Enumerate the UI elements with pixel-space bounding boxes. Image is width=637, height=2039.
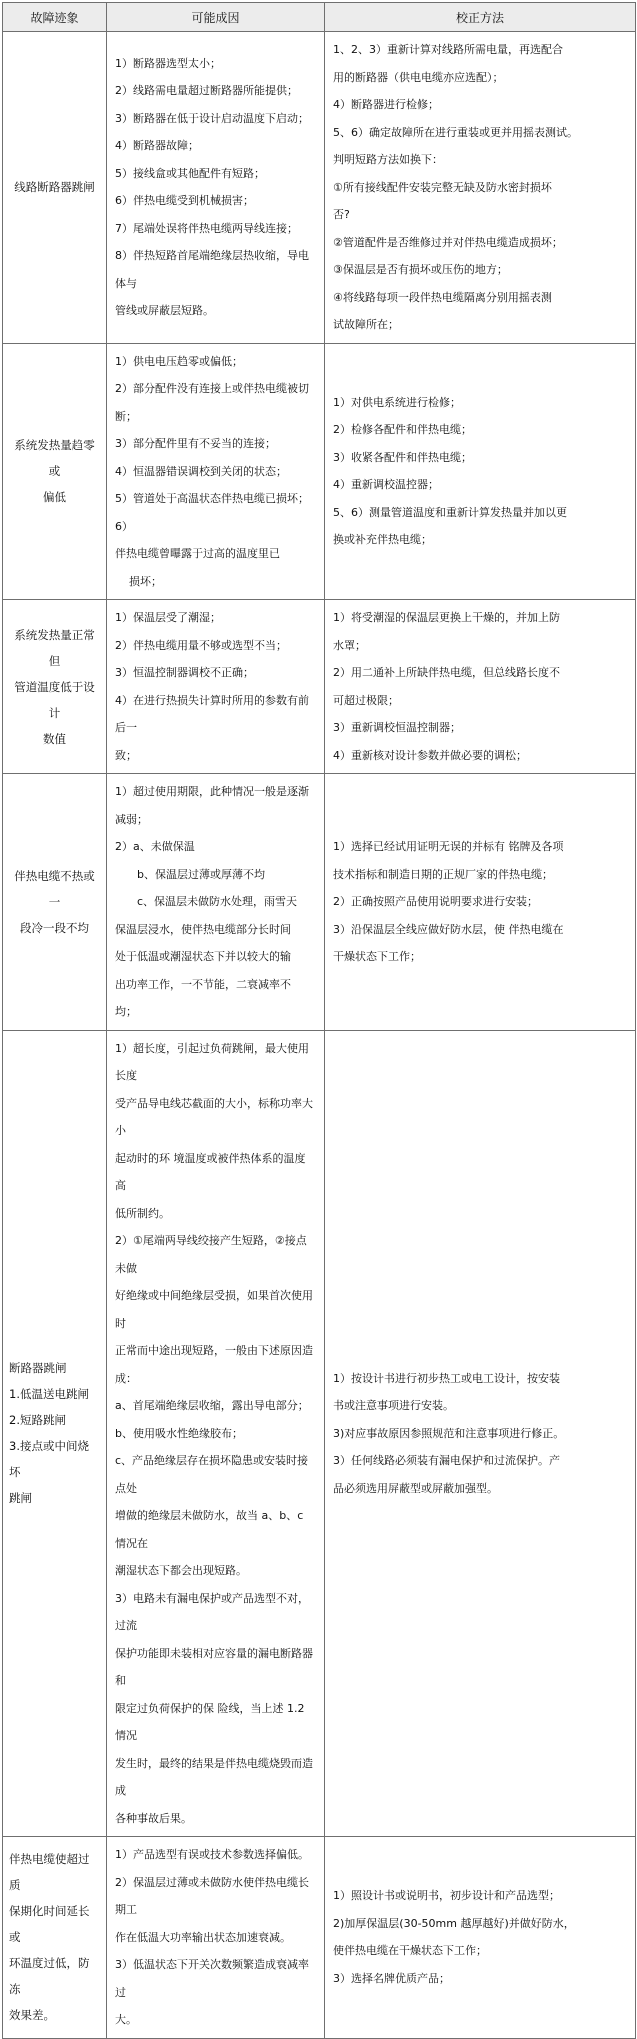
fault-line: 跳闸 (9, 1491, 32, 1506)
fault-cell (3, 1030, 107, 1837)
table-row (3, 600, 636, 774)
cause-line: 1）保温层受了潮湿； (115, 611, 221, 624)
fix-line: 使伴热电缆在干燥状态下工作； (333, 1944, 487, 1958)
cause-line: 2）线路需电量超过断路器所能提供； (115, 84, 298, 98)
fault-line: 系统发热量趋零或 (14, 438, 95, 479)
fix-line: 1）照设计书或说明书，初步设计和产品选型； (333, 1889, 560, 1903)
fix-cell (325, 600, 636, 774)
cause-line: 2）①尾端两导线绞接产生短路，②接点未做 (115, 1234, 307, 1275)
fault-line: 数值 (43, 731, 66, 746)
cause-line: 均； (115, 1005, 137, 1018)
cause-line: 3）部分配件里有不妥当的连接； (115, 437, 276, 450)
fix-line: 4）断路器进行检修； (333, 98, 439, 111)
cause-line: 3）电路未有漏电保护或产品选型不对，过流 (115, 1591, 309, 1632)
cause-line: 5）管道处于高温状态伴热电缆已损坏；6） (115, 492, 309, 533)
table-row (3, 774, 636, 1031)
fix-line: 2）用二通补上所缺伴热电缆，但总线路长度不 (333, 666, 560, 679)
fix-line: 3）任何线路必须装有漏电保护和过流保护。产 (333, 1454, 560, 1467)
fix-line: 用的断路器（供电电缆亦应选配）； (333, 70, 504, 84)
cause-line: 出功率工作，一不节能，二衰减率不 (115, 977, 291, 991)
fix-line: 3）沿保温层全线应做好防水层，使 伴热电缆在 (333, 922, 564, 936)
cause-cell (107, 32, 325, 344)
cause-line: b、使用吸水性绝缘胶布； (115, 1426, 243, 1440)
table-row (3, 1837, 636, 2039)
fault-line: 管道温度低于设计 (14, 679, 95, 720)
table-row (3, 32, 636, 344)
cause-line: 1）超过使用期限，此种情况一般是逐渐减弱； (115, 785, 309, 826)
fix-line: 4）重新核对设计参数并做必要的调松； (333, 748, 527, 762)
cause-line: 各种事故后果。 (115, 1811, 192, 1825)
fix-line: 水罩； (333, 638, 366, 652)
fault-line: 伴热电缆使超过质 (9, 1852, 90, 1893)
table-header-row (3, 3, 636, 32)
cause-line: b、保温层过薄或厚薄不均 (137, 867, 265, 881)
fault-line: 断路器跳闸 (9, 1361, 67, 1376)
cause-line: 2）部分配件没有连接上或伴热电缆被切断； (115, 382, 309, 423)
fix-cell (325, 1837, 636, 2039)
fix-line: 3）选择名牌优质产品； (333, 1971, 450, 1985)
cause-line: 好绝缘或中间绝缘层受损，如果首次使用时 (115, 1289, 313, 1330)
cause-line: 大。 (115, 2013, 137, 2026)
fix-line: 3）收紧各配件和伴热电缆； (333, 450, 472, 464)
fault-line: 系统发热量正常但 (14, 627, 95, 668)
fault-line: 线路断路器跳闸 (14, 180, 95, 195)
cause-line: 3）恒温控制器调校不正确； (115, 666, 254, 679)
cause-line: 处于低温或潮湿状态下并以较大的输 (115, 950, 291, 963)
cause-line: 保温层浸水，使伴热电缆部分长时间 (115, 922, 291, 936)
cause-cell (107, 600, 325, 774)
fix-line: 3)对应事故原因参照规范和注意事项进行修正。 (333, 1426, 565, 1440)
fix-line: 2）检修各配件和伴热电缆； (333, 423, 472, 437)
header-fault: 故障迹象 (3, 3, 107, 32)
cause-line: 发生时，最终的结果是伴热电缆烧毁而造成 (115, 1756, 313, 1797)
cause-line: 4）恒温器错误调校到关闭的状态； (115, 464, 287, 478)
fault-line: 段冷一段不均 (20, 920, 89, 935)
cause-line: 7）尾端处误将伴热电缆两导线连接； (115, 221, 298, 235)
cause-line: 限定过负荷保护的保 险线，当上述 1.2 情况 (115, 1701, 305, 1742)
fault-cell (3, 600, 107, 774)
fix-line: 2)加厚保温层(30-50mm 越厚越好)并做好防水， (333, 1916, 575, 1930)
cause-cell (107, 343, 325, 600)
fix-cell (325, 774, 636, 1031)
fix-line: 书或注意事项进行安装。 (333, 1399, 454, 1412)
cause-line: 伴热电缆曾曝露于过高的温度里已 (115, 547, 280, 560)
cause-line: 正常而中途出现短路，一般由下述原因造成： (115, 1344, 313, 1385)
cause-cell (107, 1030, 325, 1837)
fix-line: 2）正确按照产品使用说明要求进行安装； (333, 895, 538, 908)
fix-cell (325, 1030, 636, 1837)
cause-line: c、产品绝缘层存在损坏隐患或安装时接点处 (115, 1454, 309, 1495)
cause-line: a、首尾端绝缘层收缩，露出导电部分； (115, 1399, 309, 1412)
fix-line: 1）选择已经试用证明无误的并标有 铭牌及各项 (333, 840, 564, 853)
fix-line: ①所有接线配件安装完整无缺及防水密封损坏 (333, 180, 552, 194)
fault-line: 效果差。 (9, 2008, 55, 2023)
header-fix: 校正方法 (325, 3, 636, 32)
fix-line: 判明短路方法如换下： (333, 153, 443, 166)
fix-line: ④将线路每项一段伴热电缆隔离分别用摇表测 (333, 290, 552, 304)
fix-line: 1、2、3）重新计算对线路所需电量，再选配合 (333, 43, 563, 56)
cause-line: 起动时的环 境温度或被伴热体系的温度高 (115, 1151, 306, 1192)
cause-cell (107, 1837, 325, 2039)
fault-line: 2.短路跳闸 (9, 1413, 66, 1428)
cause-line: 1）超长度，引起过负荷跳闸，最大使用长度 (115, 1041, 309, 1082)
cause-line: 6）伴热电缆受到机械损害； (115, 194, 254, 208)
fault-line: 环温度过低，防冻 (9, 1956, 90, 1997)
cause-line: 8）伴热短路首尾端绝缘层热收缩，导电体与 (115, 249, 309, 290)
fault-cell (3, 1837, 107, 2039)
fault-line: 偏低 (43, 490, 66, 505)
fix-line: 5、6）确定故障所在进行重装或更并用摇表测试。 (333, 125, 578, 139)
fault-line: 伴热电缆不热或一 (14, 868, 95, 909)
cause-line: 2）伴热电缆用量不够或选型不当； (115, 638, 287, 652)
fix-line: 品必须选用屏蔽型或屏蔽加强型。 (333, 1481, 498, 1495)
fix-cell (325, 32, 636, 344)
fault-cell (3, 343, 107, 600)
cause-line: 1）断路器选型太小； (115, 56, 221, 70)
cause-line: 1）产品选型有误或技术参数选择偏低。 (115, 1848, 309, 1861)
fix-line: 1）将受潮湿的保温层更换上干燥的，并加上防 (333, 611, 560, 624)
fix-line: 1）按设计书进行初步热工或电工设计，按安装 (333, 1371, 560, 1385)
fix-line: 换或补充伴热电缆； (333, 533, 432, 547)
table-row (3, 1030, 636, 1837)
fault-table (2, 2, 636, 2039)
cause-line: 5）接线盒或其他配件有短路； (115, 166, 265, 180)
cause-line: c、保温层未做防水处理，雨雪天 (137, 895, 298, 908)
cause-line: 增做的绝缘层未做防水，故当 a、b、c 情况在 (115, 1509, 304, 1550)
fault-line: 保期化时间延长或 (9, 1904, 90, 1945)
table-row (3, 343, 636, 600)
fix-line: 否? (333, 208, 350, 221)
fix-line: 技术指标和制造日期的正规厂家的伴热电缆； (333, 867, 553, 881)
cause-cell (107, 774, 325, 1031)
cause-line: 4）断路器故障； (115, 139, 199, 153)
fix-line: 可超过极限； (333, 693, 399, 707)
fix-line: 干燥状态下工作； (333, 950, 421, 963)
header-cause: 可能成因 (107, 3, 325, 32)
cause-line: 损坏； (129, 574, 162, 588)
cause-line: 3）断路器在低于设计启动温度下启动； (115, 111, 309, 125)
cause-line: 低所制约。 (115, 1206, 170, 1220)
fix-line: 4）重新调校温控器； (333, 478, 439, 492)
cause-line: 潮湿状态下都会出现短路。 (115, 1564, 247, 1577)
cause-line: 2）a、未做保温 (115, 840, 195, 853)
cause-line: 保护功能即未装相对应容量的漏电断路器和 (115, 1646, 313, 1687)
fault-cell (3, 32, 107, 344)
cause-line: 致； (115, 748, 137, 762)
fix-line: 5、6）测量管道温度和重新计算发热量并加以更 (333, 505, 567, 519)
cause-line: 1）供电电压趋零或偏低； (115, 354, 243, 368)
fault-line: 3.接点或中间烧坏 (9, 1439, 89, 1480)
fix-cell (325, 343, 636, 600)
fault-line: 1.低温送电跳闸 (9, 1387, 89, 1402)
fault-cell (3, 774, 107, 1031)
cause-line: 3）低温状态下开关次数频繁造成衰减率过 (115, 1958, 309, 1999)
fix-line: 试故障所在； (333, 318, 399, 331)
fix-line: 1）对供电系统进行检修； (333, 395, 461, 409)
fix-line: ③保温层是否有损坏或压伤的地方； (333, 263, 508, 276)
cause-line: 4）在进行热损失计算时所用的参数有前后一 (115, 693, 309, 734)
fix-line: ②管道配件是否维修过并对伴热电缆造成损坏； (333, 235, 563, 249)
cause-line: 作在低温大功率输出状态加速衰减。 (115, 1930, 291, 1944)
cause-line: 管线或屏蔽层短路。 (115, 304, 214, 318)
fix-line: 3）重新调校恒温控制器； (333, 721, 461, 734)
cause-line: 受产品导电线芯截面的大小，标称功率大小 (115, 1096, 313, 1137)
cause-line: 2）保温层过薄或未做防水使伴热电缆长期工 (115, 1875, 309, 1916)
